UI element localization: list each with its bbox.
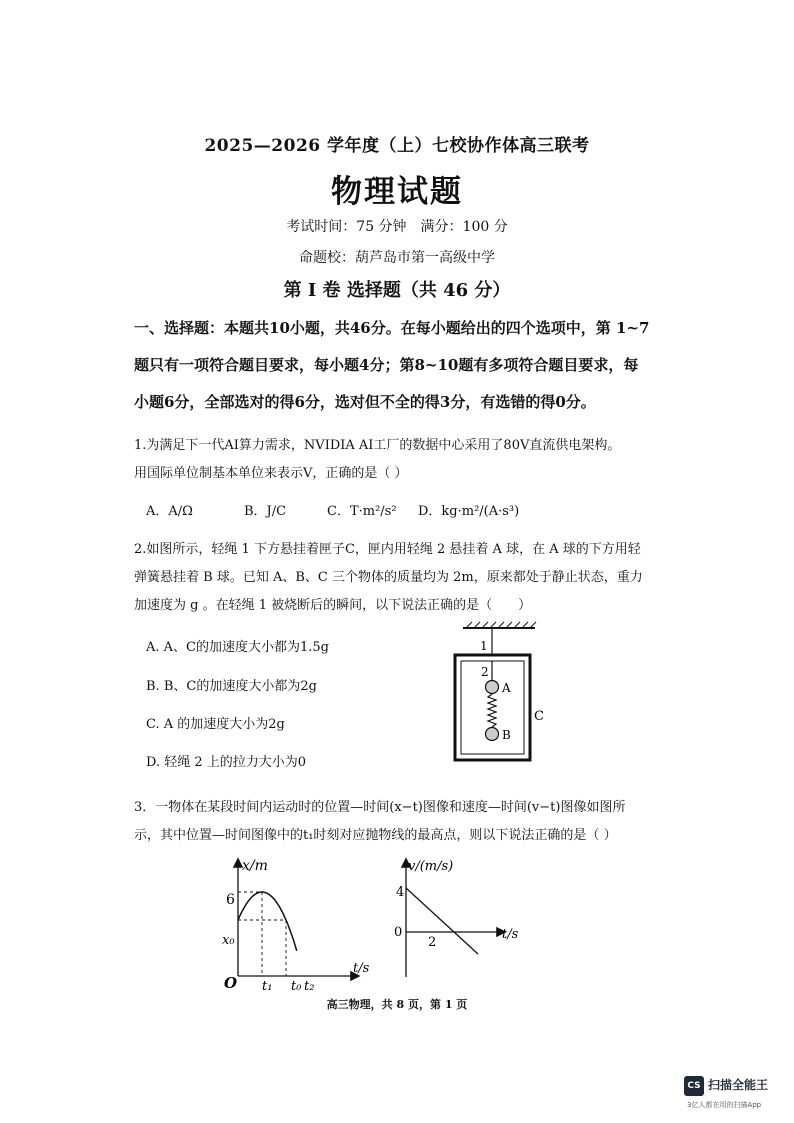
exam-header: 2025—2026 学年度（上）七校协作体高三联考 — [204, 136, 590, 156]
xt-parabola — [238, 892, 297, 951]
xt-tick-6: 6 — [226, 892, 235, 908]
q1-option-c: C．T·m²/s² — [327, 504, 397, 519]
section-title: 第 I 卷 选择题（共 46 分） — [283, 280, 511, 301]
ball-a — [486, 681, 499, 694]
vt-ylabel: v/(m/s) — [408, 859, 454, 874]
watermark-subtitle: 3亿人都在用的扫描App — [687, 1101, 762, 1109]
question-3-line: 3．一物体在某段时间内运动时的位置—时间(x−t)图像和速度—时间(v−t)图像如图所 — [134, 800, 626, 815]
vt-tick-0: 0 — [394, 925, 403, 940]
question-3-line: 示，其中位置—时间图像中的t₁时刻对应抛物线的最高点，则以下说法正确的是（ ） — [134, 828, 617, 843]
label-box-c: C — [534, 709, 544, 724]
label-rope-1: 1 — [480, 639, 488, 653]
xt-graph — [218, 852, 378, 992]
xt-tick-t1: t₁ — [262, 979, 273, 992]
instruction-line: 题只有一项符合题目要求，每小题4分；第8~10题有多项符合题目要求，每 — [134, 356, 639, 374]
question-1 — [134, 432, 620, 488]
vt-tick-4: 4 — [396, 885, 405, 900]
xt-origin-label: O — [224, 974, 238, 992]
label-rope-2: 2 — [481, 665, 489, 679]
q2-figure — [430, 620, 560, 770]
page-footer: 高三物理，共 8 页，第 1 页 — [326, 998, 468, 1011]
question-2-line: 2.如图所示，轻绳 1 下方悬挂着匣子C，匣内用轻绳 2 悬挂着 A 球，在 A 球的下方用轻 — [134, 542, 641, 557]
q2-option-d: D. 轻绳 2 上的拉力大小为0 — [146, 755, 307, 770]
q2-option-b: B. B、C的加速度大小都为2g — [146, 679, 317, 694]
xt-xlabel: t/s — [353, 961, 370, 976]
q1-option-a: A．A/Ω — [146, 504, 193, 519]
question-3 — [134, 794, 625, 850]
spring — [488, 694, 496, 727]
question-1-line: 1.为满足下一代AI算力需求，NVIDIA AI工厂的数据中心采用了80V直流供电架构。 — [134, 438, 621, 453]
xt-tick-x0: x₀ — [222, 933, 235, 948]
q1-option-d: D．kg·m²/(A·s³) — [418, 504, 520, 519]
instruction-line: 小题6分，全部选对的得6分，选对但不全的得3分，有选错的得0分。 — [134, 393, 596, 411]
xt-ylabel: x/m — [242, 858, 268, 874]
vt-tick-2: 2 — [428, 935, 437, 950]
watermark-name: 扫描全能王 — [708, 1078, 769, 1092]
question-2-line: 加速度为 g 。在轻绳 1 被烧断后的瞬间，以下说法正确的是（ ） — [134, 598, 532, 613]
vt-graph — [390, 852, 520, 982]
xt-tick-t2: t₂ — [304, 979, 315, 992]
question-2-line: 弹簧悬挂着 B 球。已知 A、B、C 三个物体的质量均为 2m，原来都处于静止状态，重力 — [134, 570, 643, 585]
instructions — [134, 310, 654, 421]
page-title: 物理试题 — [331, 174, 463, 210]
vt-xlabel: t/s — [502, 927, 519, 942]
ball-b — [486, 728, 499, 741]
camscanner-logo-icon: CS — [684, 1076, 704, 1096]
question-2 — [134, 536, 643, 620]
q2-option-a: A. A、C的加速度大小都为1.5g — [146, 640, 329, 655]
label-ball-b: B — [502, 728, 511, 742]
xt-tick-t0: t₀ — [291, 979, 302, 992]
q2-option-c: C. A 的加速度大小为2g — [146, 717, 285, 732]
q1-option-b: B．J/C — [244, 504, 287, 519]
school-line: 命题校：葫芦岛市第一高级中学 — [299, 250, 495, 266]
instruction-line: 一、选择题：本题共10小题，共46分。在每小题给出的四个选项中，第 1~7 — [134, 319, 650, 337]
label-ball-a: A — [502, 681, 511, 695]
vt-velocity-line — [406, 888, 478, 954]
question-1-line: 用国际单位制基本单位来表示V，正确的是（ ） — [134, 466, 408, 481]
exam-info: 考试时间：75 分钟 满分：100 分 — [286, 219, 508, 235]
